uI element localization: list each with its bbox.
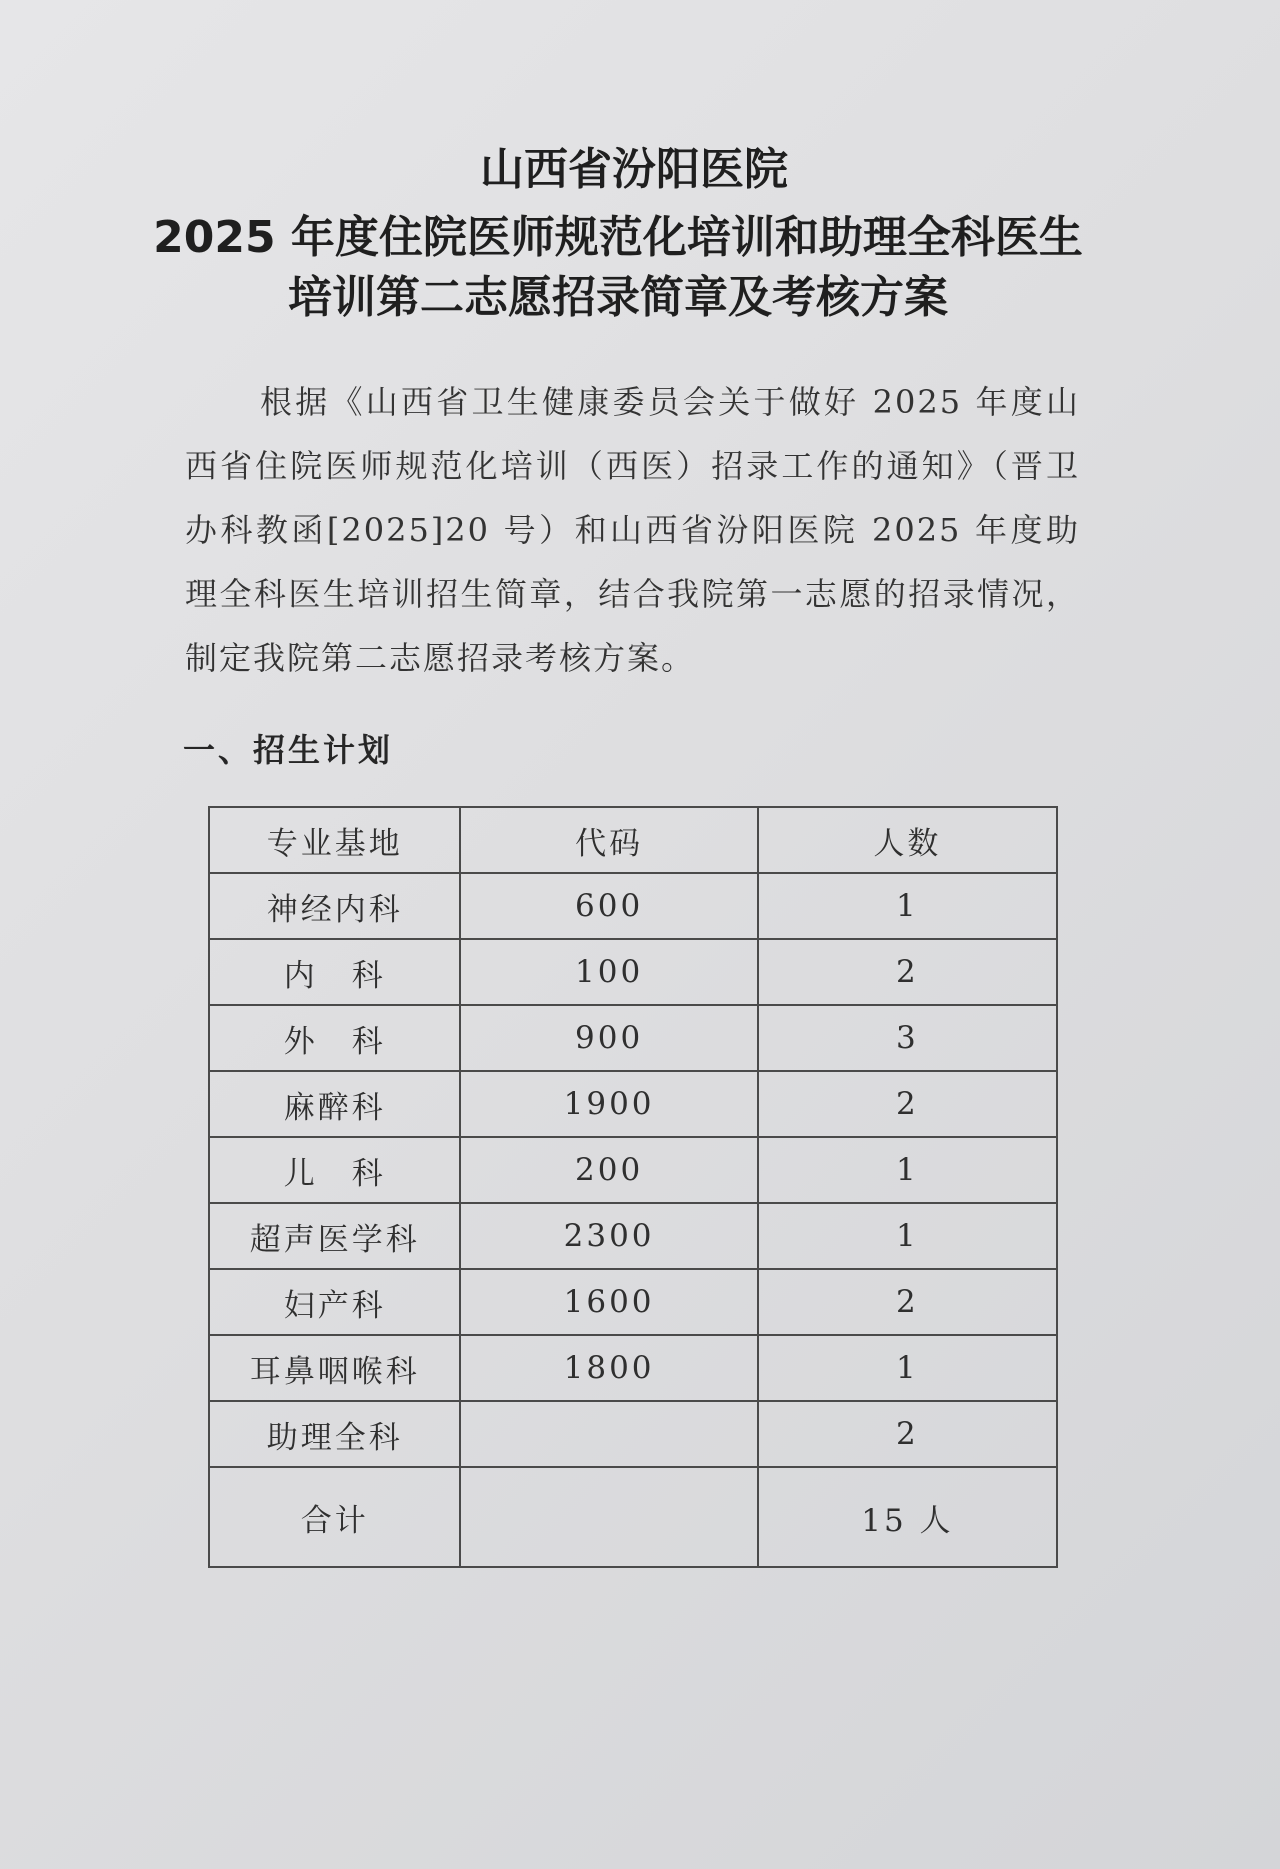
table-row xyxy=(209,939,1057,1005)
cell-code: 100 xyxy=(460,939,757,1005)
cell-code: 2300 xyxy=(460,1203,757,1269)
table-row xyxy=(209,1269,1057,1335)
cell-count: 2 xyxy=(758,1401,1057,1467)
table-row xyxy=(209,1005,1057,1071)
header-count: 人数 xyxy=(758,807,1057,873)
table-total-row xyxy=(209,1467,1057,1567)
cell-count: 2 xyxy=(758,939,1057,1005)
cell-base: 麻醉科 xyxy=(209,1071,460,1137)
cell-base: 内 科 xyxy=(209,939,460,1005)
table-row xyxy=(209,1401,1057,1467)
table-header-row xyxy=(209,807,1057,873)
cell-code: 200 xyxy=(460,1137,757,1203)
cell-base: 超声医学科 xyxy=(209,1203,460,1269)
table-row xyxy=(209,1071,1057,1137)
cell-code: 900 xyxy=(460,1005,757,1071)
cell-count: 2 xyxy=(758,1269,1057,1335)
cell-count: 1 xyxy=(758,1137,1057,1203)
enrollment-plan-table xyxy=(208,806,1058,1568)
cell-code: 1900 xyxy=(460,1071,757,1137)
cell-code: 1600 xyxy=(460,1269,757,1335)
document-title-line-1: 山西省汾阳医院 xyxy=(480,144,788,195)
header-base: 专业基地 xyxy=(209,807,460,873)
cell-base: 妇产科 xyxy=(209,1269,460,1335)
table-row xyxy=(209,1203,1057,1269)
document-title-line-2: 2025 年度住院医师规范化培训和助理全科医生 xyxy=(153,212,1083,263)
cell-count: 1 xyxy=(758,873,1057,939)
cell-base: 助理全科 xyxy=(209,1401,460,1467)
document-title-line-3: 培训第二志愿招录简章及考核方案 xyxy=(288,272,948,323)
cell-code: 1800 xyxy=(460,1335,757,1401)
cell-count: 2 xyxy=(758,1071,1057,1137)
table-row xyxy=(209,1137,1057,1203)
cell-total-label: 合计 xyxy=(209,1467,460,1567)
intro-paragraph: 根据《山西省卫生健康委员会关于做好 2025 年度山西省住院医师规范化培训（西医）招录工作的通知》（晋卫办科教函[2025]20 号）和山西省汾阳医院 2025 年度助理全科医生培训招生简章，结合我院第一志愿的招录情况，制定我院第二志愿招录考核方案。 xyxy=(185,383,1080,677)
cell-total-count: 15 人 xyxy=(758,1467,1057,1567)
cell-base: 神经内科 xyxy=(209,873,460,939)
cell-code xyxy=(460,1401,757,1467)
cell-base: 儿 科 xyxy=(209,1137,460,1203)
cell-total-code xyxy=(460,1467,757,1567)
cell-code: 600 xyxy=(460,873,757,939)
table-row xyxy=(209,1335,1057,1401)
header-code: 代码 xyxy=(460,807,757,873)
cell-count: 3 xyxy=(758,1005,1057,1071)
cell-base: 外 科 xyxy=(209,1005,460,1071)
cell-count: 1 xyxy=(758,1335,1057,1401)
cell-count: 1 xyxy=(758,1203,1057,1269)
section-heading-enrollment-plan: 一、招生计划 xyxy=(183,731,394,769)
cell-base: 耳鼻咽喉科 xyxy=(209,1335,460,1401)
table-row xyxy=(209,873,1057,939)
